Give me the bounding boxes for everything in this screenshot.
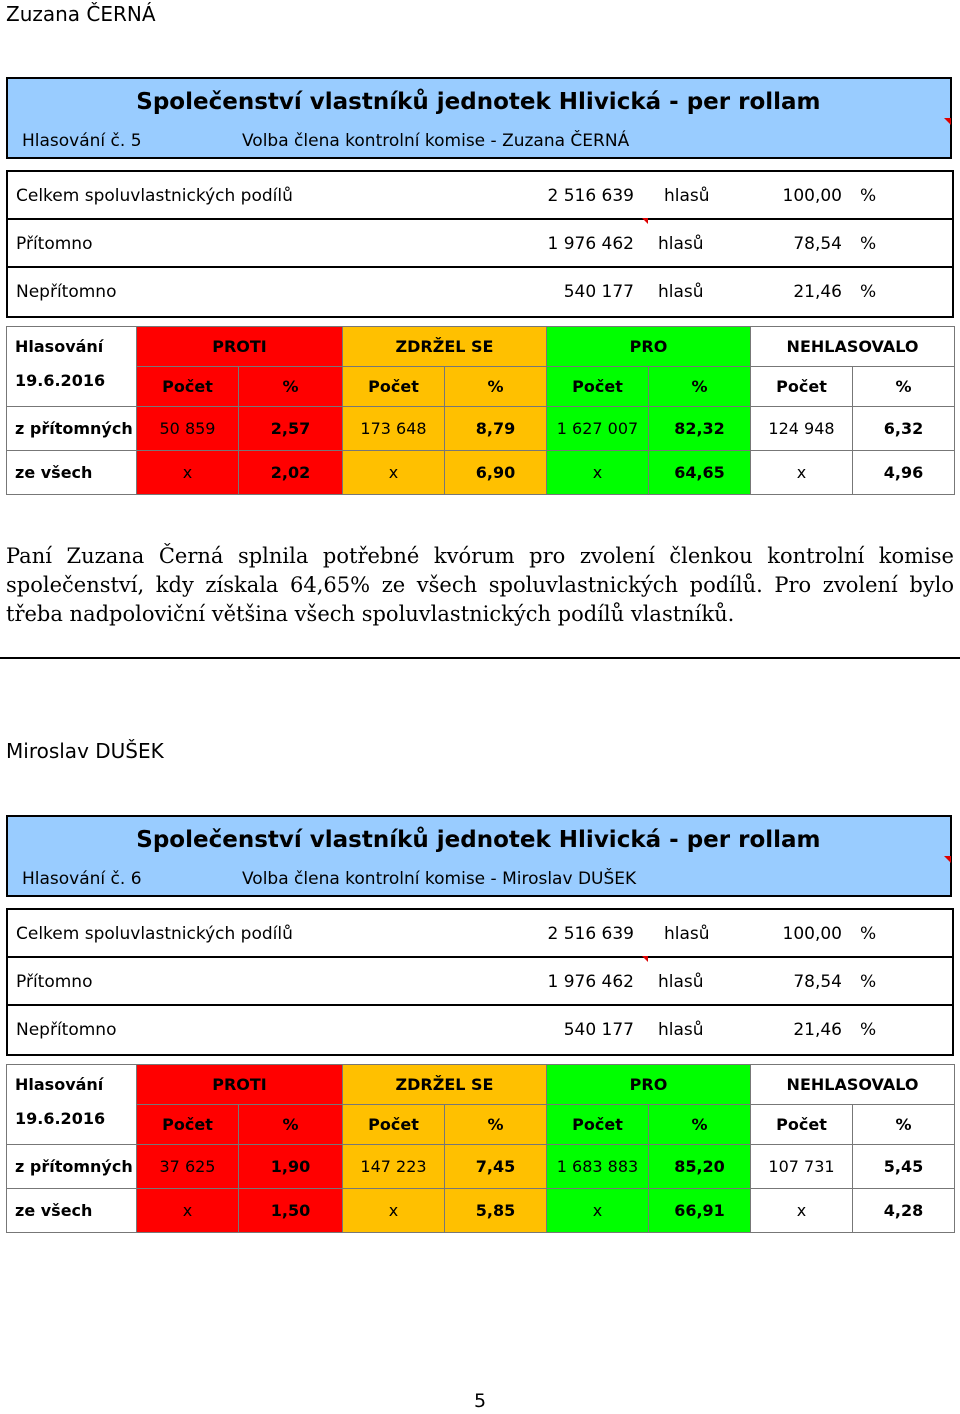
table-cell: 82,32 bbox=[649, 407, 751, 451]
result-paragraph: Paní Zuzana Černá splnila potřebné kvórum pro zvolení členkou kontrolní komise společenství, kdy získala 64,65% ze všech spoluvlastnických podílů. Pro zvolení bylo třeba nadpoloviční většina všech spoluvlastnických podílů vlastníků. bbox=[6, 544, 954, 626]
subheader: % bbox=[239, 367, 343, 407]
row-label: ze všech bbox=[7, 1189, 137, 1233]
subheader: Počet bbox=[343, 367, 445, 407]
stats-label: Přítomno bbox=[16, 972, 93, 992]
table-cell: 6,32 bbox=[853, 407, 955, 451]
comment-marker-icon bbox=[642, 218, 648, 224]
stats-unit: hlasů bbox=[658, 234, 704, 254]
table-cell: 7,45 bbox=[445, 1145, 547, 1189]
vote-number: Hlasování č. 6 bbox=[22, 869, 142, 889]
table-cell: 2,02 bbox=[239, 451, 343, 495]
stats-count: 2 516 639 bbox=[547, 186, 634, 206]
subheader: % bbox=[445, 367, 547, 407]
group-zdrzel: ZDRŽEL SE bbox=[343, 1065, 547, 1105]
subheader: % bbox=[649, 1105, 751, 1145]
stats-percent: 21,46 bbox=[793, 1020, 842, 1040]
stats-percent-sign: % bbox=[860, 1020, 877, 1040]
subheader: Počet bbox=[547, 367, 649, 407]
stats-row-absent bbox=[8, 1006, 952, 1054]
group-pro: PRO bbox=[547, 327, 751, 367]
table-cell: x bbox=[137, 451, 239, 495]
table-cell: x bbox=[343, 451, 445, 495]
table-cell: 4,28 bbox=[853, 1189, 955, 1233]
subheader: % bbox=[445, 1105, 547, 1145]
table-cell: 64,65 bbox=[649, 451, 751, 495]
stats-row-present bbox=[8, 958, 952, 1006]
subheader: Počet bbox=[751, 1105, 853, 1145]
stats-count: 1 976 462 bbox=[547, 972, 634, 992]
stats-percent: 78,54 bbox=[793, 234, 842, 254]
stats-count: 540 177 bbox=[563, 1020, 634, 1040]
subheader: % bbox=[853, 367, 955, 407]
subheader: % bbox=[649, 367, 751, 407]
stats-percent-sign: % bbox=[860, 234, 877, 254]
group-pro: PRO bbox=[547, 1065, 751, 1105]
stats-count: 2 516 639 bbox=[547, 924, 634, 944]
table-cell: 5,85 bbox=[445, 1189, 547, 1233]
stats-percent: 100,00 bbox=[782, 186, 842, 206]
subheader: % bbox=[239, 1105, 343, 1145]
subheader: Počet bbox=[547, 1105, 649, 1145]
stats-count: 540 177 bbox=[563, 282, 634, 302]
group-nehlasovalo: NEHLASOVALO bbox=[751, 327, 955, 367]
results-table bbox=[6, 1064, 955, 1233]
vote-description: Volba člena kontrolní komise - Miroslav DUŠEK bbox=[242, 869, 637, 889]
comment-marker-icon bbox=[944, 856, 951, 863]
vote-number: Hlasování č. 5 bbox=[22, 131, 142, 151]
table-cell: 66,91 bbox=[649, 1189, 751, 1233]
stats-unit: hlasů bbox=[658, 1020, 704, 1040]
comment-marker-icon bbox=[944, 118, 951, 125]
subheader: Počet bbox=[343, 1105, 445, 1145]
stats-box bbox=[6, 170, 954, 318]
table-cell: x bbox=[137, 1189, 239, 1233]
stats-percent-sign: % bbox=[860, 186, 877, 206]
divider bbox=[0, 657, 960, 659]
association-title: Společenství vlastníků jednotek Hlivická - per rollam bbox=[136, 89, 821, 115]
stats-label: Celkem spoluvlastnických podílů bbox=[16, 924, 293, 944]
voting-date: 19.6.2016 bbox=[7, 367, 137, 407]
section-name: Zuzana ČERNÁ bbox=[6, 2, 156, 26]
group-proti: PROTI bbox=[137, 327, 343, 367]
table-cell: 2,57 bbox=[239, 407, 343, 451]
table-cell: 1,90 bbox=[239, 1145, 343, 1189]
stats-row-total bbox=[8, 172, 952, 220]
section-name: Miroslav DUŠEK bbox=[6, 739, 164, 763]
table-cell: 6,90 bbox=[445, 451, 547, 495]
row-label: ze všech bbox=[7, 451, 137, 495]
stats-percent-sign: % bbox=[860, 972, 877, 992]
stats-label: Přítomno bbox=[16, 234, 93, 254]
group-zdrzel: ZDRŽEL SE bbox=[343, 327, 547, 367]
row-label: z přítomných bbox=[7, 1145, 137, 1189]
table-cell: x bbox=[547, 451, 649, 495]
voting-label: Hlasování bbox=[7, 327, 137, 367]
header-box bbox=[6, 815, 952, 897]
table-cell: 85,20 bbox=[649, 1145, 751, 1189]
stats-label: Nepřítomno bbox=[16, 1020, 117, 1040]
stats-unit: hlasů bbox=[664, 186, 710, 206]
stats-row-absent bbox=[8, 268, 952, 316]
table-cell: x bbox=[751, 1189, 853, 1233]
group-nehlasovalo: NEHLASOVALO bbox=[751, 1065, 955, 1105]
group-proti: PROTI bbox=[137, 1065, 343, 1105]
stats-label: Celkem spoluvlastnických podílů bbox=[16, 186, 293, 206]
table-cell: 37 625 bbox=[137, 1145, 239, 1189]
stats-box bbox=[6, 908, 954, 1056]
stats-row-present bbox=[8, 220, 952, 268]
table-cell: x bbox=[547, 1189, 649, 1233]
header-box bbox=[6, 77, 952, 159]
stats-label: Nepřítomno bbox=[16, 282, 117, 302]
stats-unit: hlasů bbox=[658, 282, 704, 302]
table-cell: 147 223 bbox=[343, 1145, 445, 1189]
stats-unit: hlasů bbox=[664, 924, 710, 944]
subheader: % bbox=[853, 1105, 955, 1145]
comment-marker-icon bbox=[642, 956, 648, 962]
table-cell: 1 627 007 bbox=[547, 407, 649, 451]
stats-percent-sign: % bbox=[860, 282, 877, 302]
stats-percent-sign: % bbox=[860, 924, 877, 944]
table-cell: x bbox=[343, 1189, 445, 1233]
table-cell: 1,50 bbox=[239, 1189, 343, 1233]
stats-percent: 78,54 bbox=[793, 972, 842, 992]
row-label: z přítomných bbox=[7, 407, 137, 451]
voting-date: 19.6.2016 bbox=[7, 1105, 137, 1145]
table-cell: x bbox=[751, 451, 853, 495]
table-cell: 4,96 bbox=[853, 451, 955, 495]
stats-count: 1 976 462 bbox=[547, 234, 634, 254]
voting-label: Hlasování bbox=[7, 1065, 137, 1105]
subheader: Počet bbox=[137, 1105, 239, 1145]
table-cell: 107 731 bbox=[751, 1145, 853, 1189]
table-cell: 124 948 bbox=[751, 407, 853, 451]
stats-unit: hlasů bbox=[658, 972, 704, 992]
table-cell: 1 683 883 bbox=[547, 1145, 649, 1189]
table-cell: 8,79 bbox=[445, 407, 547, 451]
stats-percent: 21,46 bbox=[793, 282, 842, 302]
table-cell: 5,45 bbox=[853, 1145, 955, 1189]
stats-percent: 100,00 bbox=[782, 924, 842, 944]
subheader: Počet bbox=[137, 367, 239, 407]
vote-description: Volba člena kontrolní komise - Zuzana ČERNÁ bbox=[242, 131, 630, 151]
results-table bbox=[6, 326, 955, 495]
table-cell: 50 859 bbox=[137, 407, 239, 451]
association-title: Společenství vlastníků jednotek Hlivická - per rollam bbox=[136, 827, 821, 853]
table-cell: 173 648 bbox=[343, 407, 445, 451]
stats-row-total bbox=[8, 910, 952, 958]
subheader: Počet bbox=[751, 367, 853, 407]
page-number: 5 bbox=[473, 1390, 487, 1412]
